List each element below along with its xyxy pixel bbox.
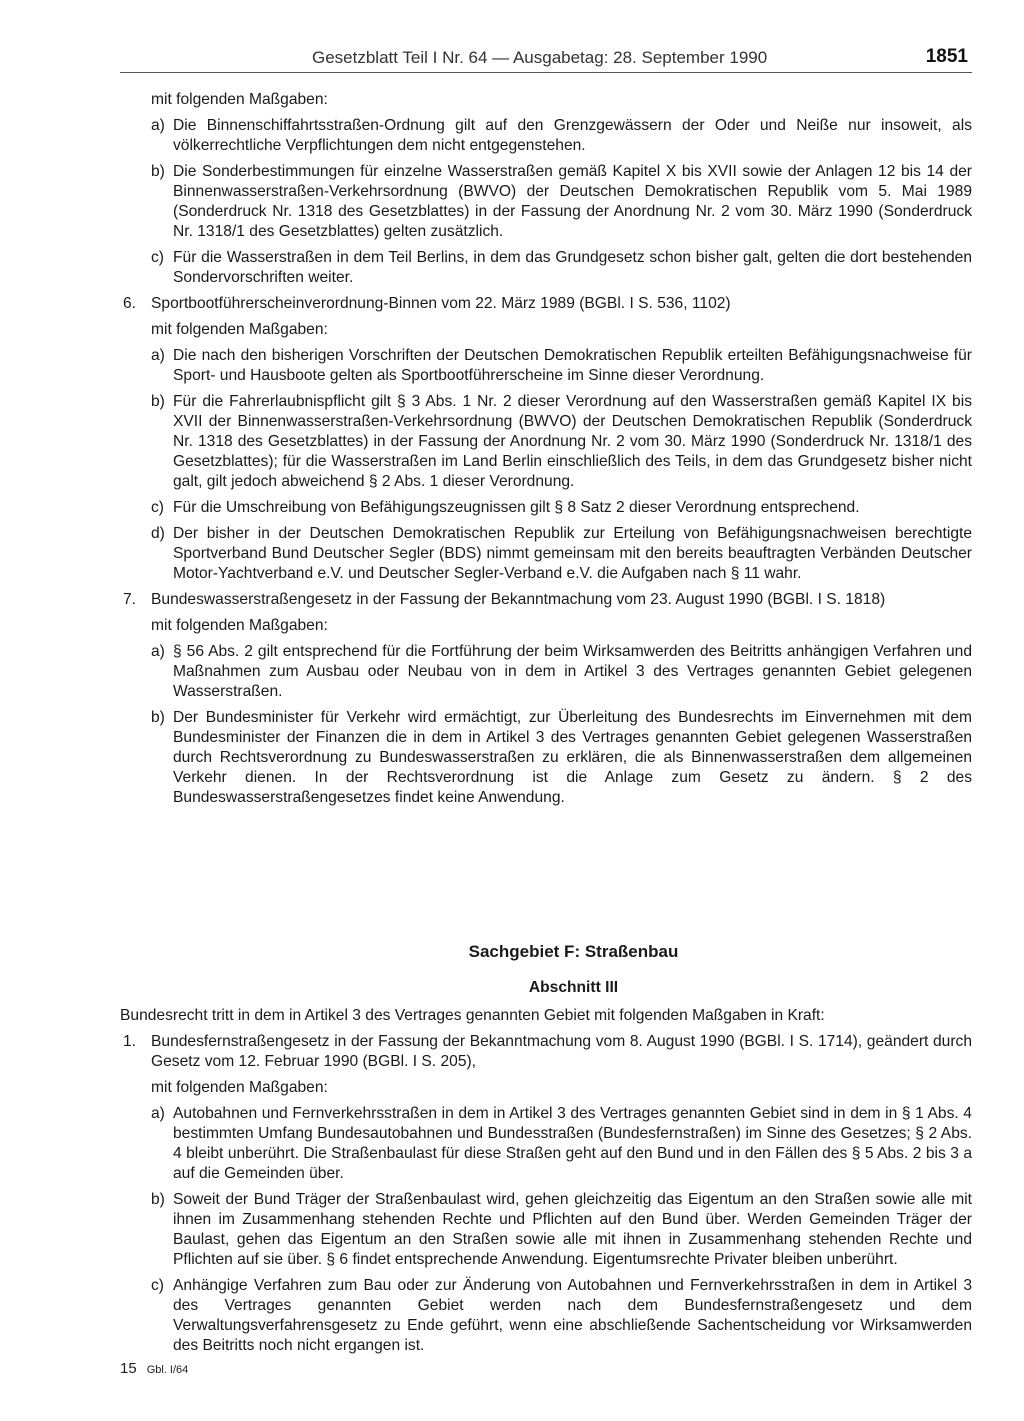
item-marker: a) xyxy=(151,347,165,364)
print-code: Gbl. I/64 xyxy=(146,1364,189,1376)
list-item xyxy=(120,1104,972,1184)
item-text: Die nach den bisherigen Vorschriften der Deutschen Demokratischen Republik erteilten Befähigungsnachweise für Sport- und Hausboote gelten als Sportbootführerscheine im Sinne dieser Verordnung. xyxy=(173,347,972,384)
item-text: Die Binnenschiffahrtsstraßen-Ordnung gilt auf den Grenzgewässern der Oder und Neiße nur insoweit, als völkerrechtliche Verpflichtungen dem nicht entgegenstehen. xyxy=(173,117,972,154)
section-title: Sachgebiet F: Straßenbau xyxy=(468,942,679,961)
item-marker: c) xyxy=(151,1277,164,1294)
item-text: Für die Wasserstraßen in dem Teil Berlins, in dem das Grundgesetz schon bisher galt, gelten die dort bestehenden Sondervorschriften weiter. xyxy=(173,249,972,286)
item-title: Bundeswasserstraßengesetz in der Fassung der Bekanntmachung vom 23. August 1990 (BGBl. I S. 1818) xyxy=(151,591,886,608)
list-item xyxy=(120,498,972,518)
item-text: Autobahnen und Fernverkehrsstraßen in dem in Artikel 3 des Vertrages genannten Gebiet sind in dem in § 1 Abs. 4 bestimmten Umfang Bundesautobahnen und Bundesstraßen (Bundesfernstraßen) im Sinne des Gesetzes; § 2 Abs. 4 bleibt unberührt. Die Straßenbaulast für diese Straßen geht auf den Bund und in den Fällen des § 5 Abs. 2 bis 3 a auf die Gemeinden über. xyxy=(173,1105,972,1182)
page-header xyxy=(120,46,972,73)
numbered-item-6 xyxy=(120,294,972,314)
item-marker: b) xyxy=(151,1191,165,1208)
item-text: Für die Fahrerlaubnispflicht gilt § 3 Abs. 1 Nr. 2 dieser Verordnung auf den Wasserstraßen gemäß Kapitel IX bis XVII der Binnenwasserstraßen-Verkehrsordnung (BWVO) der Deutschen Demokratischen Republik (Sonderdruck Nr. 1318 des Gesetzblattes) in der Fassung der Anordnung Nr. 2 vom 30. März 1990 (Sonderdruck Nr. 1318/1 des Gesetzblattes); für die Wasserstraßen im Land Berlin einschließlich des Teils, in dem das Grundgesetz bisher nicht galt, gilt jedoch abweichend § 2 Abs. 1 dieser Verordnung. xyxy=(173,393,972,490)
list-item xyxy=(120,116,972,156)
item-title: Bundesfernstraßengesetz in der Fassung der Bekanntmachung vom 8. August 1990 (BGBl. I S. 1714), geändert durch Gesetz vom 12. Februar 1990 (BGBl. I S. 205), xyxy=(151,1033,972,1070)
item-marker: c) xyxy=(151,249,164,266)
intro-text: mit folgenden Maßgaben: xyxy=(151,91,328,108)
item-number: 6. xyxy=(123,295,137,312)
list-item xyxy=(120,708,972,808)
item-marker: a) xyxy=(151,117,165,134)
item-marker: a) xyxy=(151,1105,165,1122)
list-item xyxy=(120,642,972,702)
list-item xyxy=(120,524,972,584)
intro-text: mit folgenden Maßgaben: xyxy=(151,617,328,634)
item-text: Anhängige Verfahren zum Bau oder zur Änderung von Autobahnen und Fernverkehrsstraßen in dem in Artikel 3 des Vertrages genannten Gebiet werden nach dem Bundesfernstraßengesetz und dem Verwaltungsverfahrensgesetz zu Ende geführt, wenn eine abschließende Sachentscheidung vor Wirksamwerden des Beitritts noch nicht ergangen ist. xyxy=(173,1277,972,1354)
section-intro: Bundesrecht tritt in dem in Artikel 3 des Vertrages genannten Gebiet mit folgenden Maßgaben in Kraft: xyxy=(120,1007,825,1024)
item-text: Der Bundesminister für Verkehr wird ermächtigt, zur Überleitung des Bundesrechts im Einvernehmen mit dem Bundesminister der Finanzen die in dem in Artikel 3 des Vertrages genannten Gebiet gelegenen Wasserstraßen durch Rechtsverordnung zu Bundeswasserstraßen zu erklären, die als Binnenwasserstraßen dem allgemeinen Verkehr dienen. In der Rechtsverordnung ist die Anlage zum Gesetz zu ändern. § 2 des Bundeswasserstraßengesetzes findet keine Anwendung. xyxy=(173,709,972,806)
header-title: Gesetzblatt Teil I Nr. 64 — Ausgabetag: 28. September 1990 xyxy=(312,48,768,67)
numbered-item-7 xyxy=(120,590,972,610)
item-text: Soweit der Bund Träger der Straßenbaulast wird, gehen gleichzeitig das Eigentum an den Straßen sowie alle mit ihnen im Zusammenhang stehenden Rechte und Pflichten auf den Bund über. Werden Gemeinden Träger der Baulast, gehen das Eigentum an den Straßen sowie alle mit ihnen in Zusammenhang stehenden Rechte und Pflichten auf sie über. § 6 findet entsprechende Anwendung. Eigentumsrechte Privater bleiben unberührt. xyxy=(173,1191,972,1268)
item-text: Der bisher in der Deutschen Demokratischen Republik zur Erteilung von Befähigungsnachweisen berechtigte Sportverband Bund Deutscher Segler (BDS) nimmt gemeinsam mit den bereits beauftragten Verbänden Deutscher Motor-Yachtverband e.V. und Deutscher Segler-Verband e.V. die Aufgaben nach § 11 wahr. xyxy=(173,525,972,582)
list-item xyxy=(120,162,972,242)
item-number: 7. xyxy=(123,591,137,608)
item-marker: c) xyxy=(151,499,164,516)
page-footer xyxy=(120,1360,188,1377)
item-marker: b) xyxy=(151,709,165,726)
intro-text: mit folgenden Maßgaben: xyxy=(151,321,328,338)
intro-text: mit folgenden Maßgaben: xyxy=(151,1079,328,1096)
numbered-item-1 xyxy=(120,1032,972,1072)
item-marker: a) xyxy=(151,643,165,660)
item-marker: d) xyxy=(151,525,165,542)
sheet-number: 15 xyxy=(120,1360,137,1377)
page-body xyxy=(120,90,972,1362)
list-item xyxy=(120,346,972,386)
item-text: § 56 Abs. 2 gilt entsprechend für die Fortführung der beim Wirksamwerden des Beitritts anhängigen Verfahren und Maßnahmen zum Ausbau oder Neubau von in dem in Artikel 3 des Vertrages genannten Gebiet gelegenen Wasserstraßen. xyxy=(173,643,972,700)
item-marker: b) xyxy=(151,393,165,410)
page-number: 1851 xyxy=(925,46,968,67)
item-marker: b) xyxy=(151,163,165,180)
list-item xyxy=(120,1276,972,1356)
section-subtitle: Abschnitt III xyxy=(528,979,619,996)
item-number: 1. xyxy=(123,1033,137,1050)
item-title: Sportbootführerscheinverordnung-Binnen vom 22. März 1989 (BGBl. I S. 536, 1102) xyxy=(151,295,731,312)
item-text: Für die Umschreibung von Befähigungszeugnissen gilt § 8 Satz 2 dieser Verordnung entsprechend. xyxy=(173,499,860,516)
item-text: Die Sonderbestimmungen für einzelne Wasserstraßen gemäß Kapitel X bis XVII sowie der Anlagen 12 bis 14 der Binnenwasserstraßen-Verkehrsordnung (BWVO) der Deutschen Demokratischen Republik vom 5. Mai 1989 (Sonderdruck Nr. 1318 des Gesetzblattes) in der Fassung der Anordnung Nr. 2 vom 30. März 1990 (Sonderdruck Nr. 1318/1 des Gesetzblattes) gelten zusätzlich. xyxy=(173,163,972,240)
list-item xyxy=(120,248,972,288)
list-item xyxy=(120,392,972,492)
list-item xyxy=(120,1190,972,1270)
